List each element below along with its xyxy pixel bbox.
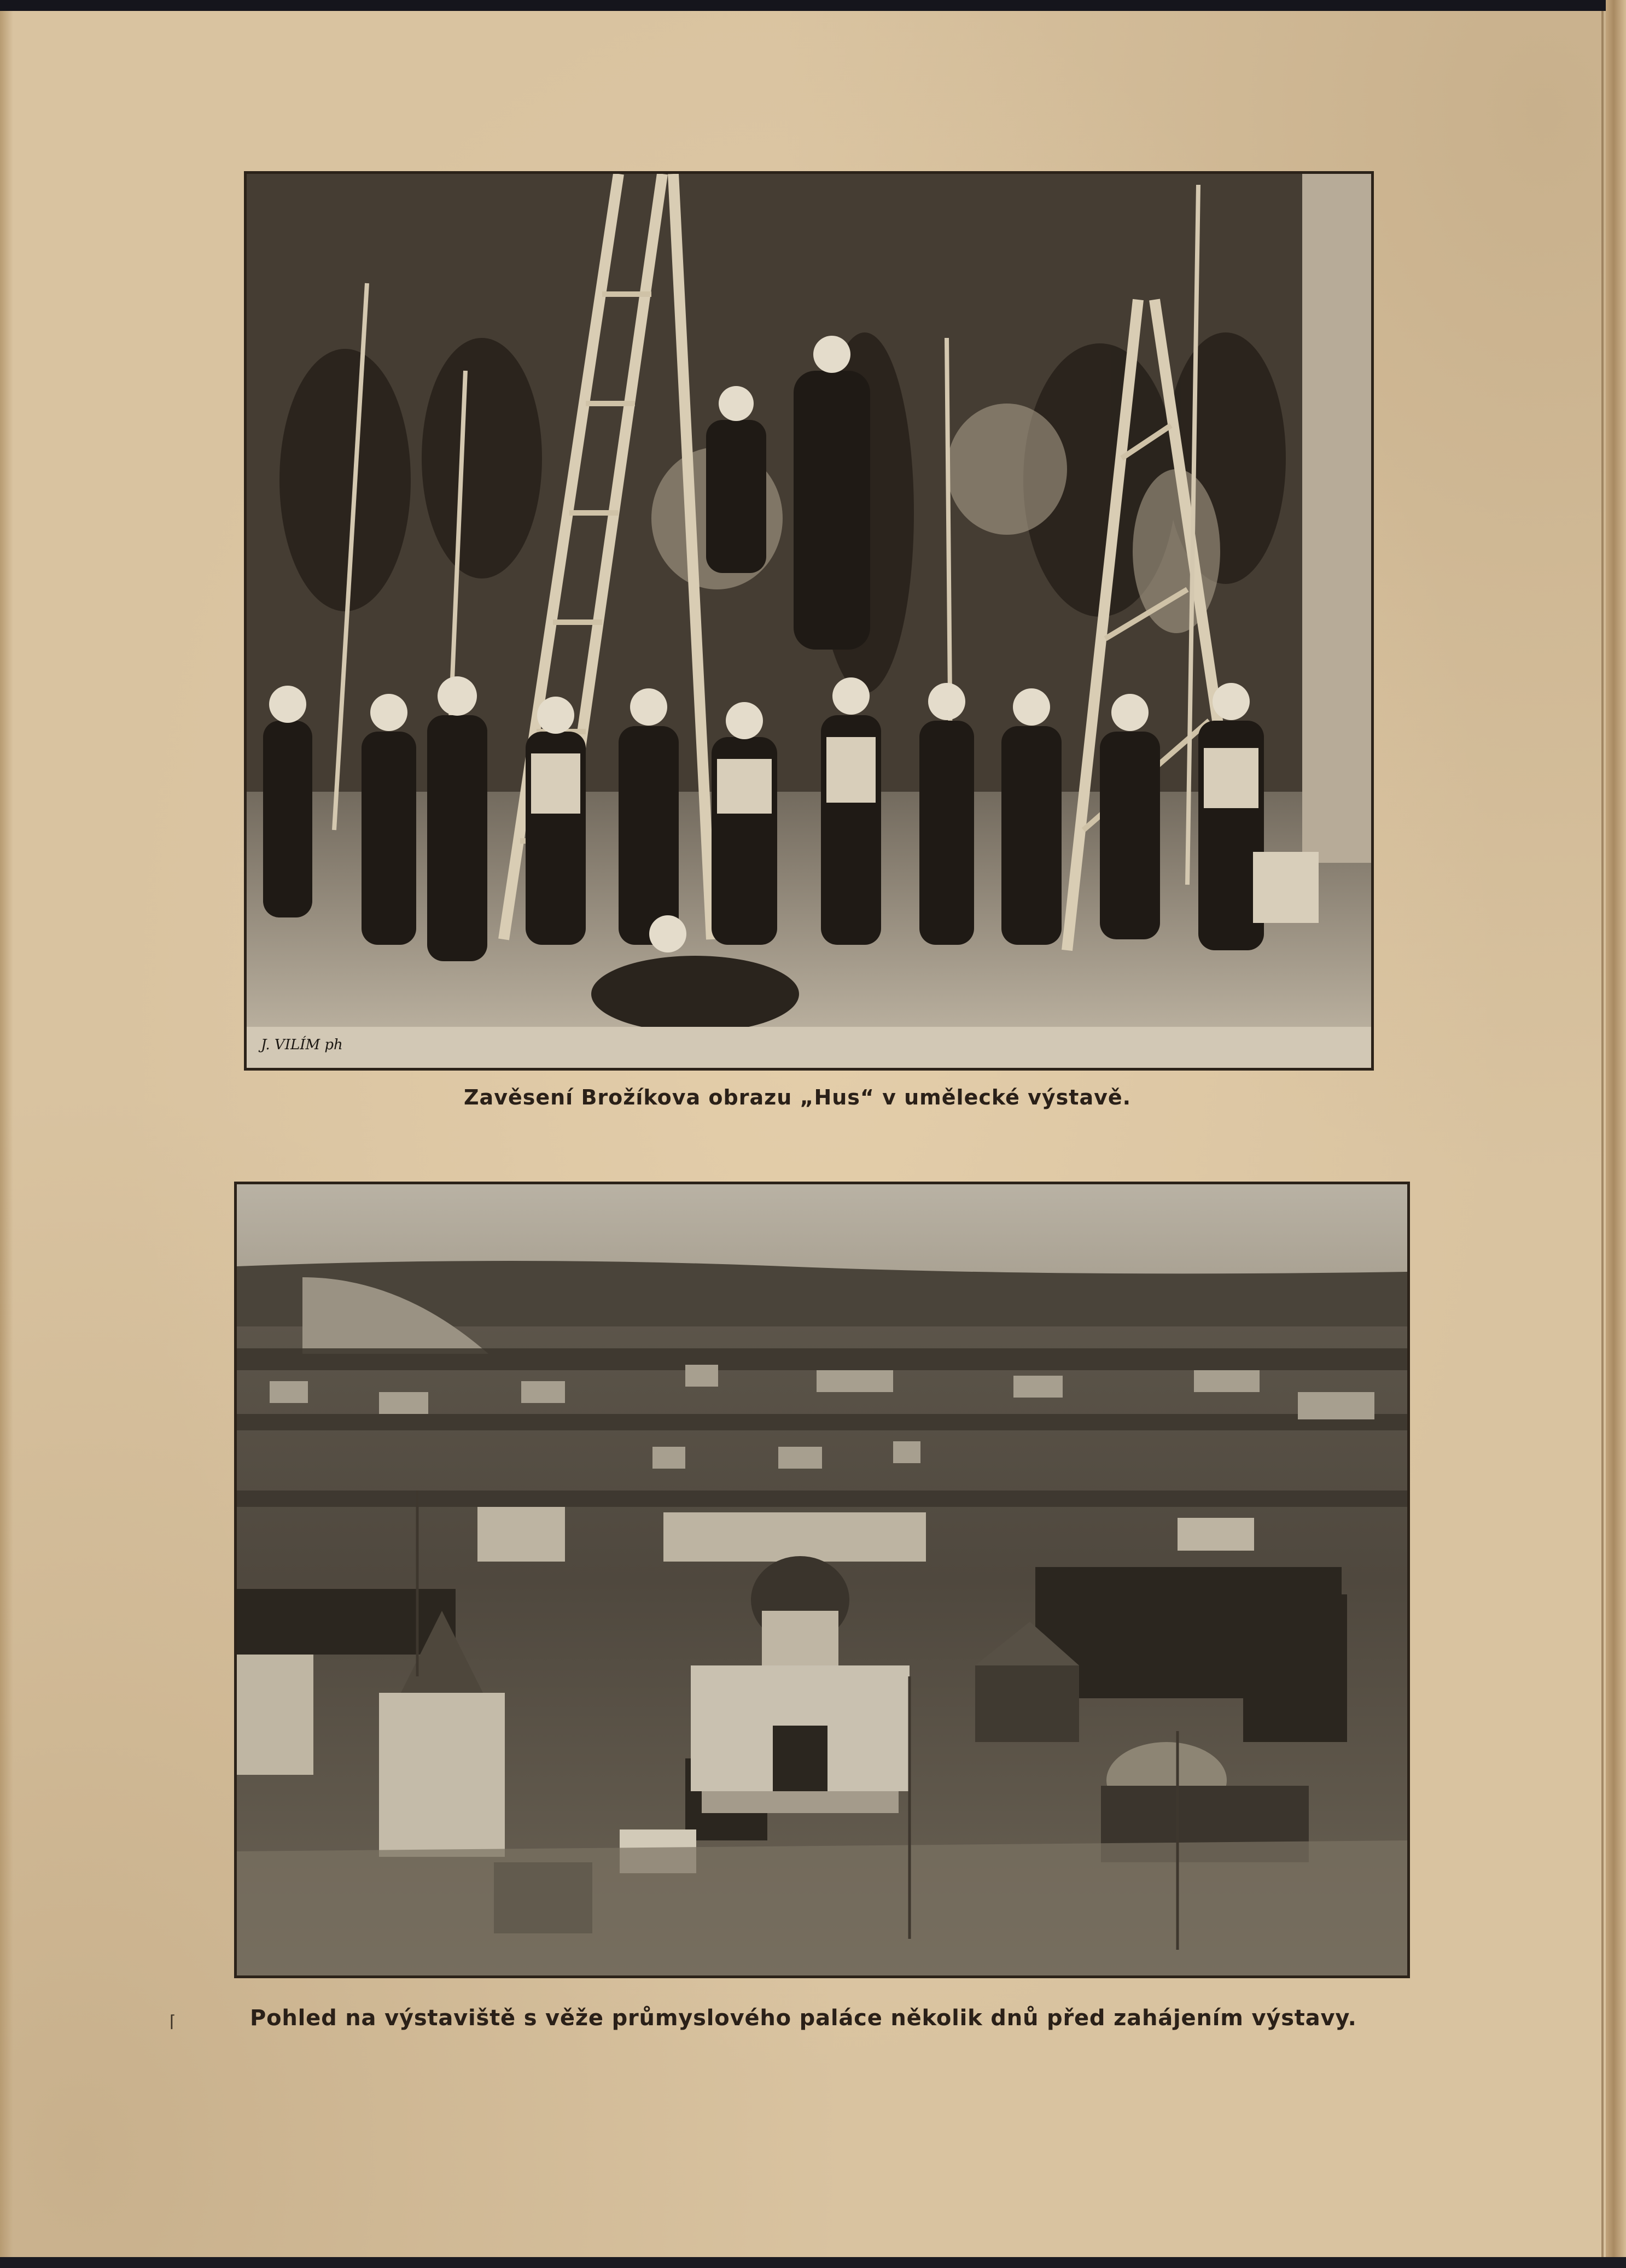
caption-exhibition-grounds: Pohled na výstaviště s věže průmyslového paláce několik dnů před zahájením výstavy. <box>250 2006 1357 2031</box>
photo-exhibition-grounds <box>234 1182 1410 1978</box>
page-left-edge <box>0 11 13 2257</box>
margin-mark: ⌈ <box>170 2012 176 2031</box>
photo-credit: J. VILÍM ph <box>261 1037 343 1053</box>
photo-hanging-painting <box>244 171 1374 1071</box>
scan-bottom-edge <box>0 2257 1626 2268</box>
photo-hanging-painting-image <box>247 174 1371 1068</box>
caption-hanging-painting: Zavěsení Brožíkova obrazu „Hus“ v umělecké výstavě. <box>464 1085 1132 1109</box>
page-fold-line <box>1601 11 1604 2257</box>
page-right-margin <box>1606 0 1626 2268</box>
scan-top-edge <box>0 0 1626 11</box>
photo-exhibition-grounds-image <box>237 1184 1407 1975</box>
